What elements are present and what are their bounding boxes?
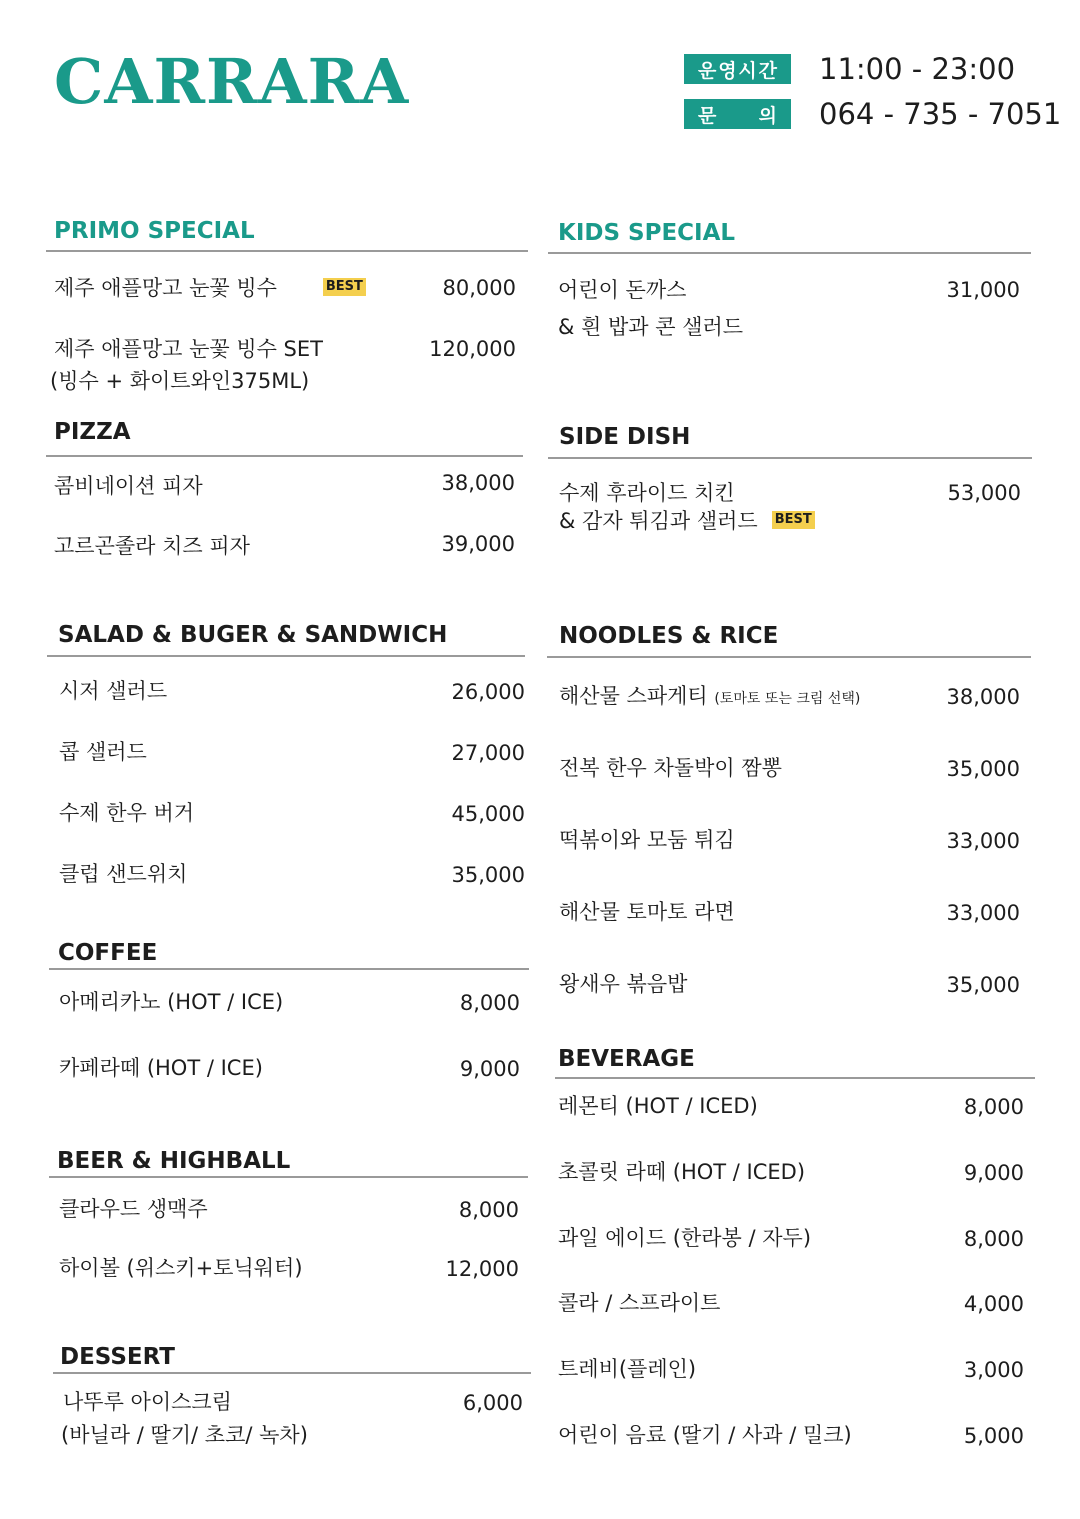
menu-item-price: 53,000 (947, 481, 1021, 505)
menu-item-name: 클라우드 생맥주 (59, 1197, 208, 1221)
menu-item-name: 어린이 음료 (딸기 / 사과 / 밀크) (558, 1423, 852, 1447)
menu-item-price: 9,000 (963, 1161, 1024, 1185)
menu-item-price: 27,000 (451, 741, 525, 765)
menu-item-subtext: (바닐라 / 딸기/ 초코/ 녹차) (61, 1423, 308, 1447)
menu-item-name: 콜라 / 스프라이트 (558, 1291, 721, 1315)
menu-item-price: 45,000 (451, 802, 525, 826)
contact-value: 064 - 735 - 7051 (819, 97, 1062, 131)
menu-item-name: 해산물 토마토 라면 (559, 900, 735, 924)
section-divider (49, 1176, 528, 1178)
menu-item-price: 8,000 (963, 1095, 1024, 1119)
menu-item-name: 제주 애플망고 눈꽃 빙수 SET (54, 337, 323, 361)
menu-item-price: 9,000 (459, 1057, 520, 1081)
menu-item-price: 6,000 (462, 1391, 523, 1415)
menu-item-name: 카페라떼 (HOT / ICE) (59, 1056, 263, 1080)
section-divider (46, 455, 523, 457)
menu-item-subtext: & 흰 밥과 콘 샐러드 (558, 315, 744, 339)
contact-label: 문 의 (684, 99, 791, 129)
section-title-dessert: DESSERT (60, 1344, 175, 1370)
menu-item-name: 나뚜루 아이스크림 (63, 1390, 232, 1414)
menu-item-name: 왕새우 볶음밥 (559, 972, 688, 996)
best-badge: BEST (323, 278, 366, 296)
menu-item-name: 어린이 돈까스 (558, 278, 687, 302)
menu-item-price: 38,000 (441, 471, 515, 495)
menu-item-name: 초콜릿 라떼 (HOT / ICED) (558, 1160, 806, 1184)
menu-item-price: 120,000 (429, 337, 516, 361)
section-divider (548, 457, 1032, 459)
section-divider (555, 1077, 1035, 1079)
menu-item-price: 35,000 (946, 973, 1020, 997)
best-badge: BEST (772, 511, 815, 529)
section-title-side: SIDE DISH (559, 424, 691, 450)
menu-item-name: 고르곤졸라 치즈 피자 (54, 534, 250, 558)
menu-item-price: 38,000 (946, 685, 1020, 709)
menu-item-name: 수제 후라이드 치킨 (559, 481, 735, 505)
menu-item-name: 수제 한우 버거 (59, 801, 195, 825)
contact-row (684, 99, 1061, 129)
menu-item-name: 해산물 스파게티 (토마토 또는 크림 선택) (559, 684, 861, 708)
section-title-beer: BEER & HIGHBALL (57, 1148, 291, 1174)
section-divider (49, 968, 529, 970)
menu-item-name: 클럽 샌드위치 (59, 862, 188, 886)
menu-item-note: (토마토 또는 크림 선택) (714, 691, 861, 707)
menu-item-name: 전복 한우 차돌박이 짬뽕 (559, 756, 782, 780)
section-title-coffee: COFFEE (58, 940, 158, 966)
section-divider (548, 252, 1031, 254)
menu-item-price: 39,000 (441, 532, 515, 556)
menu-item-name: 과일 에이드 (한라봉 / 자두) (558, 1226, 812, 1250)
menu-item-price: 12,000 (445, 1257, 519, 1281)
menu-item-price: 33,000 (946, 829, 1020, 853)
section-divider (47, 655, 525, 657)
menu-item-name: 트레비(플레인) (558, 1357, 697, 1381)
menu-item-subtext: (빙수 + 화이트와인375ML) (50, 369, 310, 393)
menu-item-price: 31,000 (946, 278, 1020, 302)
section-title-pizza: PIZZA (54, 419, 131, 445)
section-title-kids: KIDS SPECIAL (558, 220, 736, 246)
section-divider (46, 250, 528, 252)
menu-item-name: 제주 애플망고 눈꽃 빙수 BEST (54, 273, 366, 303)
section-divider (53, 1372, 531, 1374)
menu-item-price: 5,000 (963, 1424, 1024, 1448)
menu-item-price: 33,000 (946, 901, 1020, 925)
brand-title: CARRARA (54, 45, 410, 118)
hours-row (684, 54, 1015, 84)
menu-item-price: 26,000 (451, 680, 525, 704)
section-title-beverage: BEVERAGE (558, 1046, 695, 1072)
section-title-primo: PRIMO SPECIAL (54, 218, 255, 244)
hours-value: 11:00 - 23:00 (819, 52, 1016, 86)
section-divider (547, 656, 1031, 658)
menu-item-price: 35,000 (451, 863, 525, 887)
section-title-salad: SALAD & BUGER & SANDWICH (58, 622, 448, 648)
menu-item-price: 35,000 (946, 757, 1020, 781)
menu-item-name: 콥 샐러드 (59, 740, 147, 764)
section-title-noodles: NOODLES & RICE (559, 623, 779, 649)
menu-item-price: 8,000 (458, 1198, 519, 1222)
menu-item-price: 8,000 (963, 1227, 1024, 1251)
menu-item-name: 콤비네이션 피자 (54, 474, 203, 498)
hours-label: 운 영 시 간 (684, 54, 791, 84)
menu-item-name: 아메리카노 (HOT / ICE) (59, 990, 284, 1014)
menu-item-name: 레몬티 (HOT / ICED) (558, 1094, 758, 1118)
menu-item-name: 시저 샐러드 (59, 679, 168, 703)
menu-item-subtext: & 감자 튀김과 샐러드 BEST (559, 506, 815, 536)
menu-item-price: 8,000 (459, 991, 520, 1015)
menu-item-price: 80,000 (442, 276, 516, 300)
menu-item-name: 떡볶이와 모둠 튀김 (559, 828, 735, 852)
menu-item-name: 하이볼 (위스키+토닉워터) (59, 1256, 303, 1280)
menu-item-price: 4,000 (963, 1292, 1024, 1316)
menu-item-price: 3,000 (963, 1358, 1024, 1382)
